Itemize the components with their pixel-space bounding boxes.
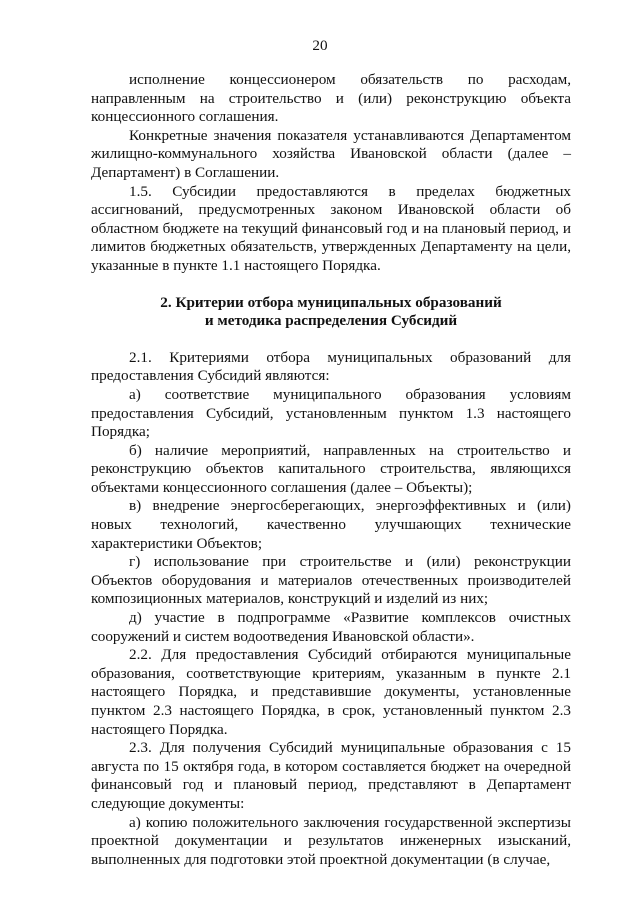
list-item-b: б) наличие мероприятий, направленных на строительство и реконструкцию объектов капитального строительства, являющихся объектами концессионного соглашения (далее – Объекты);	[91, 441, 571, 496]
list-item-a: а) соответствие муниципального образования условиям предоставления Субсидий, установленным пунктом 1.3 настоящего Порядка;	[91, 385, 571, 441]
paragraph-1-5: 1.5. Субсидии предоставляются в пределах бюджетных ассигнований, предусмотренных законом Ивановской области об областном бюджете на текущий финансовый год и на плановый период, и лимитов бюджетных обязательств, утвержденных Департаменту на цели, указанные в пункте 1.1 настоящего Порядка.	[91, 182, 571, 274]
section-heading-line-1: 2. Критерии отбора муниципальных образований	[160, 293, 502, 311]
list-item-v: в) внедрение энергосберегающих, энергоэффективных и (или) новых технологий, качественно улучшающих технические характеристики Объектов;	[91, 497, 571, 552]
section-heading	[91, 294, 571, 331]
page-number: 20	[312, 37, 328, 54]
list-item-g: г) использование при строительстве и (или) реконструкции Объектов оборудования и материалов отечественных производителей композиционных материалов, конструкций и изделий из них;	[91, 553, 571, 608]
document-body	[91, 71, 571, 869]
section-heading-line-2: и методика распределения Субсидий	[204, 312, 458, 330]
paragraph-2-1: 2.1. Критериями отбора муниципальных образований для предоставления Субсидий являются:	[91, 348, 571, 385]
paragraph-1: исполнение концессионером обязательств по расходам, направленным на строительство и (или) реконструкцию объекта концессионного соглашения.	[91, 71, 571, 126]
paragraph-2: Конкретные значения показателя устанавливаются Департаментом жилищно-коммунального хозяйства Ивановской области (далее – Департамент) в Соглашении.	[91, 126, 571, 181]
list-item-a-2-3: а) копию положительного заключения государственной экспертизы проектной документации и результатов инженерных изысканий, выполненных для подготовки этой проектной документации (в случае,	[91, 813, 571, 868]
paragraph-2-3: 2.3. Для получения Субсидий муниципальные образования с 15 августа по 15 октября года, в котором составляется бюджет на очередной финансовый год и плановый период, представляют в Департамент следующие документы:	[91, 739, 571, 812]
paragraph-2-2: 2.2. Для предоставления Субсидий отбираются муниципальные образования, соответствующие критериям, указанным в пункте 2.1 настоящего Порядка, и представившие документы, установленные пунктом 2.3 настоящего Порядка, в срок, установленный пунктом 2.3 настоящего Порядка.	[91, 646, 571, 738]
list-item-d: д) участие в подпрограмме «Развитие комплексов очистных сооружений и систем водоотведения Ивановской области».	[91, 609, 571, 645]
